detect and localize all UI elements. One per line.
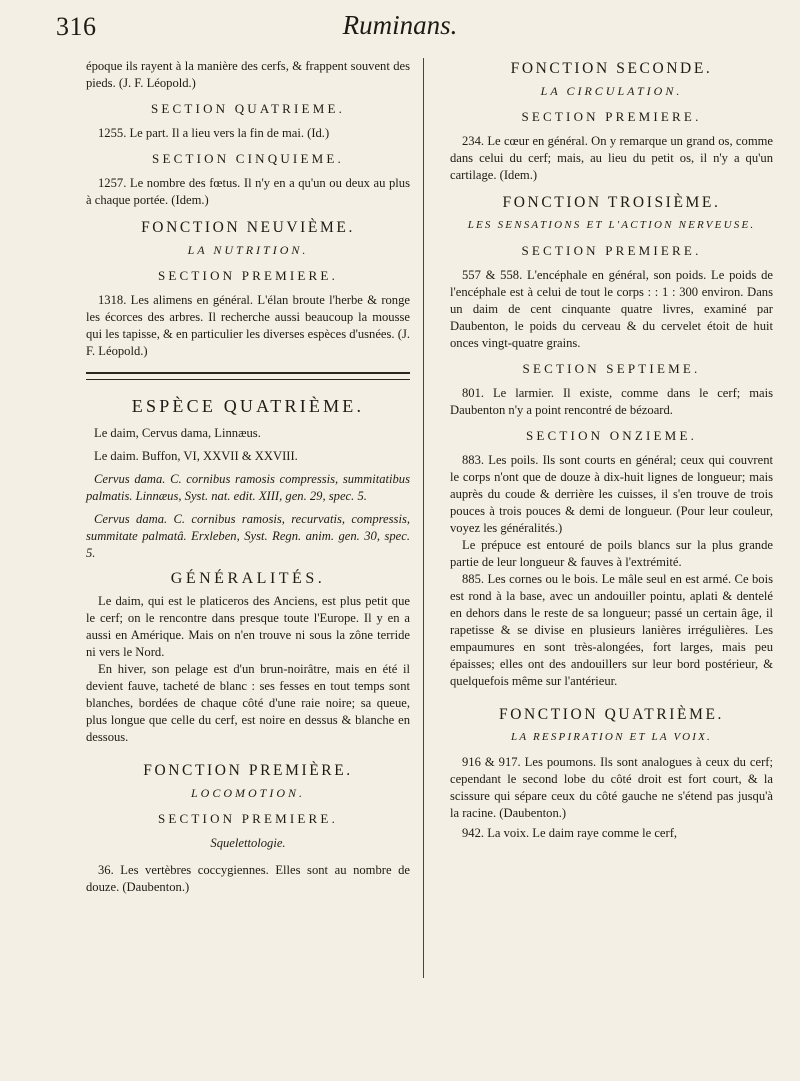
subheading-sensations: LES SENSATIONS ET L'ACTION NERVEUSE. [467, 219, 756, 231]
subheading-nutrition: LA NUTRITION. [187, 243, 309, 257]
page-number: 316 [56, 12, 97, 41]
section-heading: SECTION ONZIEME. [525, 428, 698, 443]
synonym-erxleben: Cervus dama. C. cornibus ramosis, recurvatis, compressis, summitate palmatâ. Erxleben, Syst. Regn. anim. gen. 30, spec. 5. [86, 512, 410, 560]
name-buffon: Le daim. Buffon, VI, XXVII & XXVIII. [94, 449, 298, 463]
right-column [450, 58, 773, 842]
paragraph-883: 883. Les poils. Ils sont courts en général; ceux qui couvrent le corps n'ont que de douze à dix-huit lignes de longueur; mais auprès du coude & derrière les cuisses, il s'en trouve de trois pouces à trois pouces & demi de longueur. (Pour leur couleur, voyez les généralités.) [450, 453, 773, 535]
synonym-linnaeus: Cervus dama. C. cornibus ramosis compressis, summitatibus palmatis. Linnæus, Syst. nat. edit. XIII, gen. 29, spec. 5. [86, 472, 410, 503]
fonction-heading: FONCTION PREMIÈRE. [143, 762, 353, 779]
running-title: Ruminans. [342, 10, 458, 40]
name-linnaeus: Le daim, Cervus dama, Linnæus. [94, 426, 261, 440]
section-heading: SECTION CINQUIEME. [152, 151, 344, 166]
paragraph-36: 36. Les vertèbres coccygiennes. Elles sont au nombre de douze. (Daubenton.) [86, 863, 410, 894]
section-heading: SECTION PREMIERE. [157, 811, 339, 826]
paragraph-916: 916 & 917. Les poumons. Ils sont analogues à ceux du cerf; cependant le second lobe du côté droit est fort court, & la scissure qui sépare ceux du côté gauche ne s'étend pas jusqu'à la racine. (Daubenton.) [450, 755, 773, 820]
page-header [50, 8, 750, 48]
left-column [86, 58, 410, 896]
paragraph-1255: 1255. Le part. Il a lieu vers la fin de mai. (Id.) [98, 126, 330, 140]
section-heading: SECTION SEPTIEME. [522, 361, 701, 376]
paragraph-801: 801. Le larmier. Il existe, comme dans le cerf; mais Daubenton n'y a point rencontré de bézoard. [450, 386, 773, 417]
subheading-circulation: LA CIRCULATION. [540, 84, 683, 98]
column-divider [423, 58, 424, 978]
species-heading: ESPÈCE QUATRIÈME. [131, 396, 365, 416]
paragraph-generalites-2: En hiver, son pelage est d'un brun-noirâtre, mais en été il devient fauve, tacheté de blanc : ses fesses en tout temps sont blanches, bordées de chaque côté d'une raie noire; sa queue, plus longue que celle du cerf, est noire en dessus & blanche en dessous. [86, 662, 410, 744]
subheading-locomotion: LOCOMOTION. [190, 786, 305, 800]
subheading-squelettologie: Squelettologie. [210, 836, 286, 850]
paragraph-1318: 1318. Les alimens en général. L'élan broute l'herbe & ronge les écorces des arbres. Il recherche aussi beaucoup la mousse qui les tapisse, & en particulier les diverses espèces d'usnées. (J. F. Léopold.) [86, 293, 410, 358]
fonction-heading: FONCTION SECONDE. [510, 60, 713, 77]
paragraph-generalites-1: Le daim, qui est le platiceros des Anciens, est plus petit que le cerf; on le rencontre dans presque toute l'Europe. Il y en a aussi en Amérique. Mais on n'en trouve ni sous la zône terride ni vers le Nord. [86, 594, 410, 659]
generalites-heading: GÉNÉRALITÉS. [170, 570, 326, 587]
fonction-heading: FONCTION NEUVIÈME. [141, 219, 355, 236]
paragraph-1257: 1257. Le nombre des fœtus. Il n'y en a qu'un ou deux au plus à chaque portée. (Idem.) [86, 176, 410, 207]
paragraph-557: 557 & 558. L'encéphale en général, son poids. Le poids de l'encéphale est à celui de tout le corps : : 1 : 300 environ. Dans un daim de cent cinquante quatre livres, examiné par Daubenton, le poids du cerveau & du cervelet étoit de huit onces vingt-quatre grains. [450, 268, 773, 350]
divider-rule [86, 372, 410, 380]
fonction-heading: FONCTION QUATRIÈME. [498, 706, 725, 723]
section-heading: SECTION QUATRIEME. [150, 101, 346, 116]
section-heading: SECTION PREMIERE. [157, 268, 339, 283]
paragraph-885: 885. Les cornes ou le bois. Le mâle seul en est armé. Ce bois est rond à la base, avec un andouiller pointu, aplati & dentelé en dehors dans le reste de sa longueur; passé un certain âge, il rapetisse & se divise en plusieurs lanières irrégulières. Les empaumures en sont très-alongées, fort larges, mais peu épaisses; elles ont des andouillers sur leur bord postérieur, & quelquefois même sur l'antérieur. [450, 572, 773, 688]
section-heading: SECTION PREMIERE. [521, 243, 702, 258]
paragraph-continuation: époque ils rayent à la manière des cerfs, & frappent souvent des pieds. (J. F. Léopold.) [86, 59, 410, 90]
paragraph-234: 234. Le cœur en général. On y remarque un grand os, comme dans celui du cerf; mais, au lieu du petit os, il n'y a qu'un cartilage. (Idem.) [450, 134, 773, 182]
paragraph-942: 942. La voix. Le daim raye comme le cerf, [462, 826, 678, 840]
subheading-respiration: LA RESPIRATION ET LA VOIX. [511, 731, 712, 743]
fonction-heading: FONCTION TROISIÈME. [502, 194, 721, 211]
paragraph-prepuce: Le prépuce est entouré de poils blancs sur la plus grande partie de leur longueur & fauves à l'extrémité. [450, 538, 773, 569]
section-heading: SECTION PREMIERE. [521, 109, 702, 124]
